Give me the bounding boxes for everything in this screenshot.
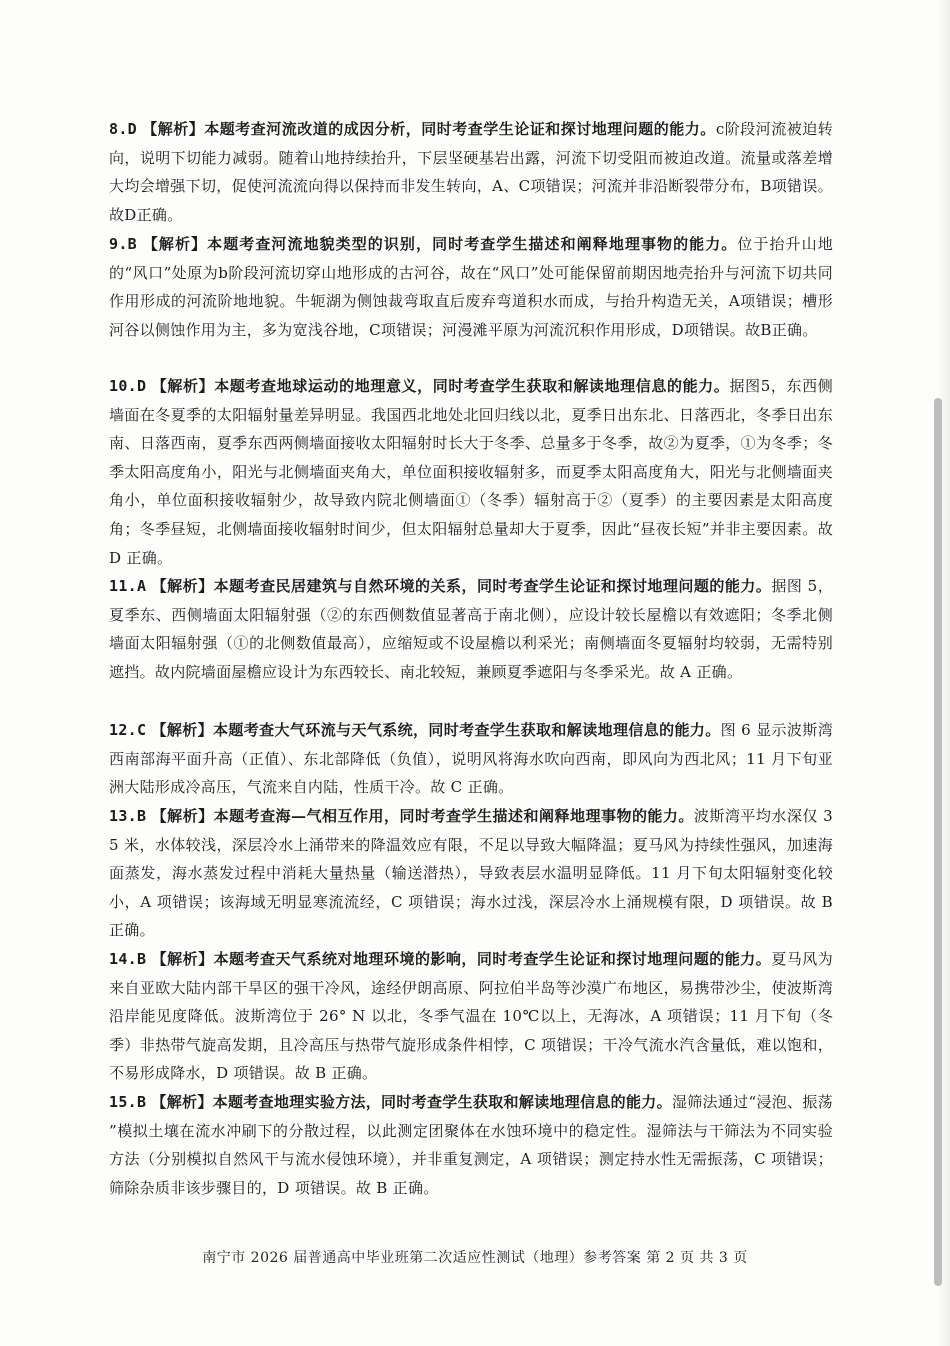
- analysis-body: c阶段河流被迫转向，说明下切能力减弱。随着山地持续抬升，下层坚硬基岩出露，河流下切受阻而被迫改道。流量或落差增大均会增强下切，促使河流流向得以保持而非发生转向，A、C项错误；河流并非沿断裂带分布，B项错误。故D正确。: [109, 120, 834, 224]
- answer-number: 11.A: [109, 577, 147, 595]
- answer-item-8: [109, 115, 833, 229]
- analysis-body: 据图5，东西侧墙面在冬夏季的太阳辐射量差异明显。我国西北地处北回归线以北，夏季日出东北、日落西北，冬季日出东南、日落西南，夏季东西两侧墙面接收太阳辐射时长大于冬季、总量多于冬季，故②为夏季，①为冬季；冬季太阳高度角小，阳光与北侧墙面夹角大，单位面积接收辐射多，而夏季太阳高度角大，阳光与北侧墙面夹角小，单位面积接收辐射少，故导致内院北侧墙面①（冬季）辐射高于②（夏季）的主要因素是太阳高度角；冬季昼短，北侧墙面接收辐射时间少，但太阳辐射总量却大于夏季，因此“昼夜长短”并非主要因素。故 D 正确。: [109, 377, 833, 567]
- analysis-lead: 本题考查大气环流与天气系统，同时考查学生获取和解读地理信息的能力。: [213, 721, 721, 739]
- analysis-lead: 本题考查民居建筑与自然环境的关系，同时考查学生论证和探讨地理问题的能力。: [213, 577, 772, 595]
- analysis-lead: 本题考查地球运动的地理意义，同时考查学生获取和解读地理信息的能力。: [214, 377, 730, 395]
- analysis-tag: 【解析】: [151, 577, 214, 595]
- answer-number: 8.D: [109, 120, 137, 138]
- analysis-tag: 【解析】: [151, 721, 214, 739]
- analysis-tag: 【解析】: [151, 807, 214, 825]
- analysis-body: 波斯湾平均水深仅 35 米，水体较浅，深层冷水上涌带来的降温效应有限，不足以导致大幅降温；夏马风为持续性强风，加速海面蒸发，海水蒸发过程中消耗大量热量（输送潜热），导致表层水温明显降低。11 月下旬太阳辐射变化较小，A 项错误；该海域无明显寒流流经，C 项错误；海水过浅，深层冷水上涌规模有限，D 项错误。故 B 正确。: [109, 807, 833, 940]
- answer-item-15: [109, 1088, 833, 1202]
- answer-number: 12.C: [109, 721, 147, 739]
- analysis-tag: 【解析】: [151, 1093, 213, 1111]
- analysis-tag: 【解析】: [142, 235, 208, 253]
- analysis-lead: 本题考查海—气相互作用，同时考查学生描述和阐释地理事物的能力。: [213, 807, 694, 825]
- analysis-lead: 本题考查河流地貌类型的识别，同时考查学生描述和阐释地理事物的能力。: [207, 235, 738, 253]
- analysis-lead: 本题考查天气系统对地理环境的影响，同时考查学生论证和探讨地理问题的能力。: [213, 950, 772, 968]
- answer-number: 9.B: [109, 235, 137, 253]
- answer-item-13: [109, 802, 833, 945]
- answer-number: 15.B: [109, 1093, 147, 1111]
- answer-number: 13.B: [109, 807, 147, 825]
- answer-item-9: [109, 230, 833, 344]
- scrollbar-thumb[interactable]: [934, 398, 942, 1286]
- analysis-body: 图 6 显示波斯湾西南部海平面升高（正值）、东北部降低（负值），说明风将海水吹向西南，即风向为西北风；11 月下旬亚洲大陆形成冷高压，气流来自内陆，性质干冷。故 C 正确。: [109, 721, 833, 797]
- analysis-tag: 【解析】: [151, 377, 215, 395]
- analysis-tag: 【解析】: [151, 950, 214, 968]
- answer-item-11: [109, 572, 833, 686]
- answer-number: 10.D: [109, 377, 147, 395]
- analysis-body: 位于抬升山地的“风口”处原为b阶段河流切穿山地形成的古河谷，故在“风口”处可能保留前期因地壳抬升与河流下切共同作用形成的河流阶地地貌。牛轭湖为侧蚀裁弯取直后废弃弯道积水而成，与抬升构造无关，A项错误；槽形河谷以侧蚀作用为主，多为宽浅谷地，C项错误；河漫滩平原为河流沉积作用形成，D项错误。故B正确。: [109, 235, 833, 339]
- analysis-body: 湿筛法通过“浸泡、振荡 ”模拟土壤在流水冲刷下的分散过程，以此测定团聚体在水蚀环境中的稳定性。湿筛法与干筛法为不同实验方法（分别模拟自然风干与流水侵蚀环境），并非重复测定，A 项错误；测定持水性无需振荡，C 项错误；筛除杂质非该步骤目的，D 项错误。故 B 正确。: [109, 1093, 833, 1197]
- answer-number: 14.B: [109, 950, 147, 968]
- analysis-lead: 本题考查地理实验方法，同时考查学生获取和解读地理信息的能力。: [212, 1093, 672, 1111]
- answer-item-14: [109, 945, 833, 1088]
- answer-item-12: [109, 716, 833, 802]
- analysis-body: 夏马风为来自亚欧大陆内部干旱区的强干冷风，途经伊朗高原、阿拉伯半岛等沙漠广布地区，易携带沙尘，使波斯湾沿岸能见度降低。波斯湾位于 26° N 以北，冬季气温在 10℃以上，无海冰，A 项错误；11 月下旬（冬季）非热带气旋高发期，且冷高压与热带气旋形成条件相悖，C 项错误；干冷气流水汽含量低，难以饱和，不易形成降水，D 项错误。故 B 正确。: [109, 950, 833, 1083]
- analysis-lead: 本题考查河流改道的成因分析，同时考查学生论证和探讨地理问题的能力。: [204, 120, 716, 138]
- analysis-tag: 【解析】: [142, 120, 205, 138]
- page-footer: 南宁市 2026 届普通高中毕业班第二次适应性测试（地理）参考答案 第 2 页 共 3 页: [202, 1250, 748, 1266]
- analysis-body: 据图 5，夏季东、西侧墙面太阳辐射强（②的东西侧数值显著高于南北侧），应设计较长屋檐以有效遮阳；冬季北侧墙面太阳辐射强（①的北侧数值最高），应缩短或不设屋檐以利采光；南侧墙面冬夏辐射均较弱，无需特别遮挡。故内院墙面屋檐应设计为东西较长、南北较短，兼顾夏季遮阳与冬季采光。故 A 正确。: [109, 577, 833, 681]
- answer-item-10: [109, 372, 833, 572]
